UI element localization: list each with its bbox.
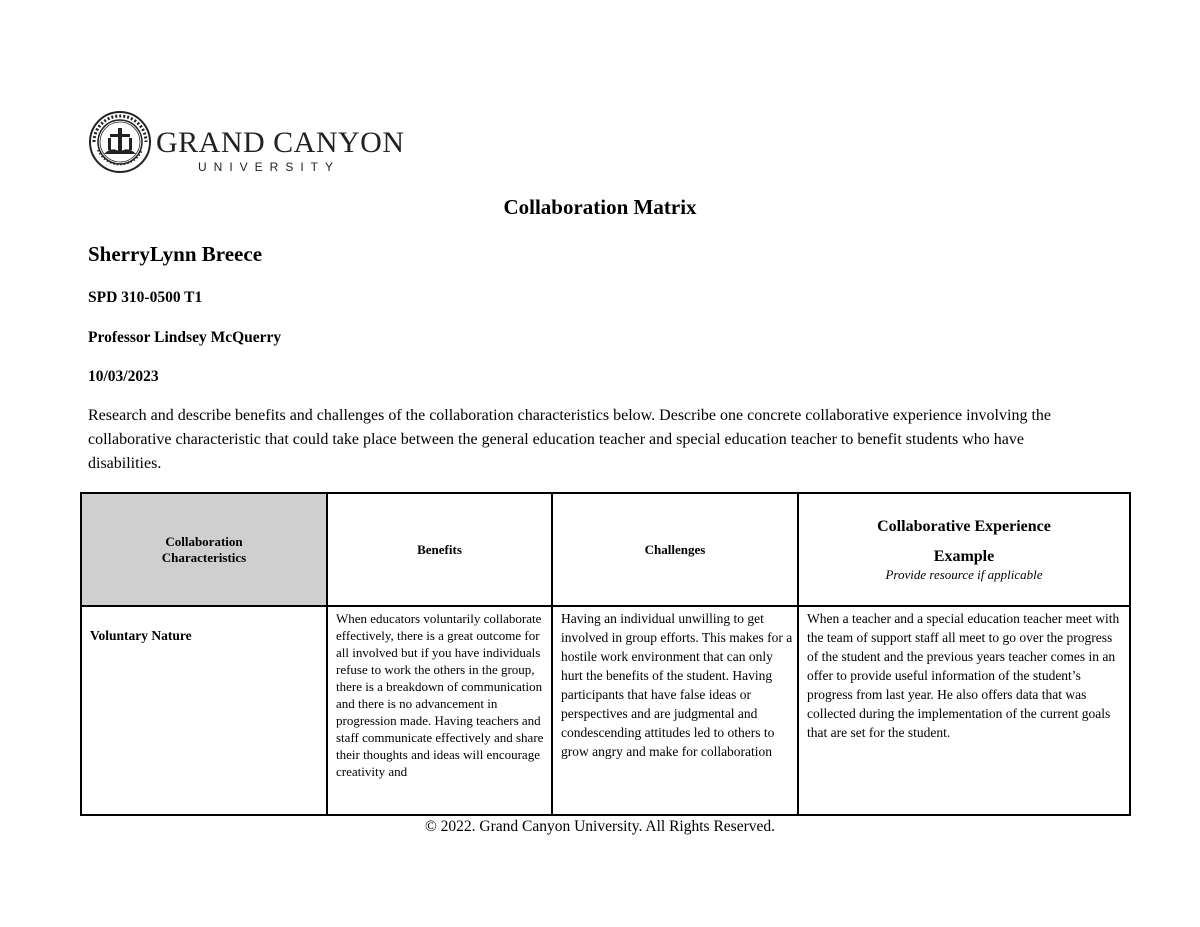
header-challenges-label: Challenges	[644, 541, 706, 557]
header-experience-title: Collaborative Experience	[877, 517, 1051, 535]
header-benefits-label: Benefits	[417, 541, 462, 557]
row-benefits: When educators voluntarily collaborate effectively, there is a great outcome for all involved but if you have individuals refuse to work the others in the group, there is a breakdown of communication and there is no advancement in progression made. Having teachers and staff communicate effectively and share their thoughts and ideas will encourage creativity and	[336, 611, 544, 779]
column-divider	[326, 494, 328, 814]
course-code: SPD 310-0500 T1	[88, 289, 203, 306]
table-header-row	[82, 494, 1129, 607]
header-experience-example: Example	[933, 547, 995, 565]
column-divider	[551, 494, 553, 814]
document-date: 10/03/2023	[88, 368, 159, 385]
header-characteristics	[82, 494, 326, 605]
row-characteristic: Voluntary Nature	[90, 628, 192, 643]
logo-wordmark-sub: UNIVERSITY	[198, 160, 341, 174]
copyright-footer: © 2022. Grand Canyon University. All Rights Reserved.	[424, 818, 775, 835]
row-challenges: Having an individual unwilling to get involved in group efforts. This makes for a hostile work environment that can only hurt the benefits of the student. Having participants that have false ideas or perspectives and are judgmental and condescending attitudes led to others to grow angry and make for collaboration	[561, 611, 793, 759]
column-divider	[797, 494, 799, 814]
collaboration-matrix-table	[80, 492, 1131, 816]
document-title: Collaboration Matrix	[503, 195, 697, 219]
header-characteristics-label: Collaboration Characteristics	[161, 533, 247, 565]
author-name: SherryLynn Breece	[88, 242, 263, 266]
row-experience: When a teacher and a special education teacher meet with the team of support staff all meet to go over the progress of the student and the previous years teacher comes in an offer to provide useful information of the student’s progress from last year. He also offers data that was collected during the implementation of the current goals that are set for the student.	[807, 611, 1120, 740]
header-experience	[799, 494, 1129, 605]
gcu-seal-icon	[88, 110, 152, 174]
professor-name: Professor Lindsey McQuerry	[88, 329, 282, 346]
gcu-logo	[88, 110, 405, 176]
header-benefits	[328, 494, 551, 605]
header-challenges	[553, 494, 797, 605]
logo-wordmark-main: GRAND CANYON	[156, 126, 405, 159]
header-experience-note: Provide resource if applicable	[885, 566, 1043, 582]
instructions-paragraph: Research and describe benefits and challenges of the collaboration characteristics below. Describe one concrete collaborative experience involving the collaborative characteristic that could take place between the general education teacher and special education teacher to benefit students who have disabilities.	[88, 407, 1051, 472]
